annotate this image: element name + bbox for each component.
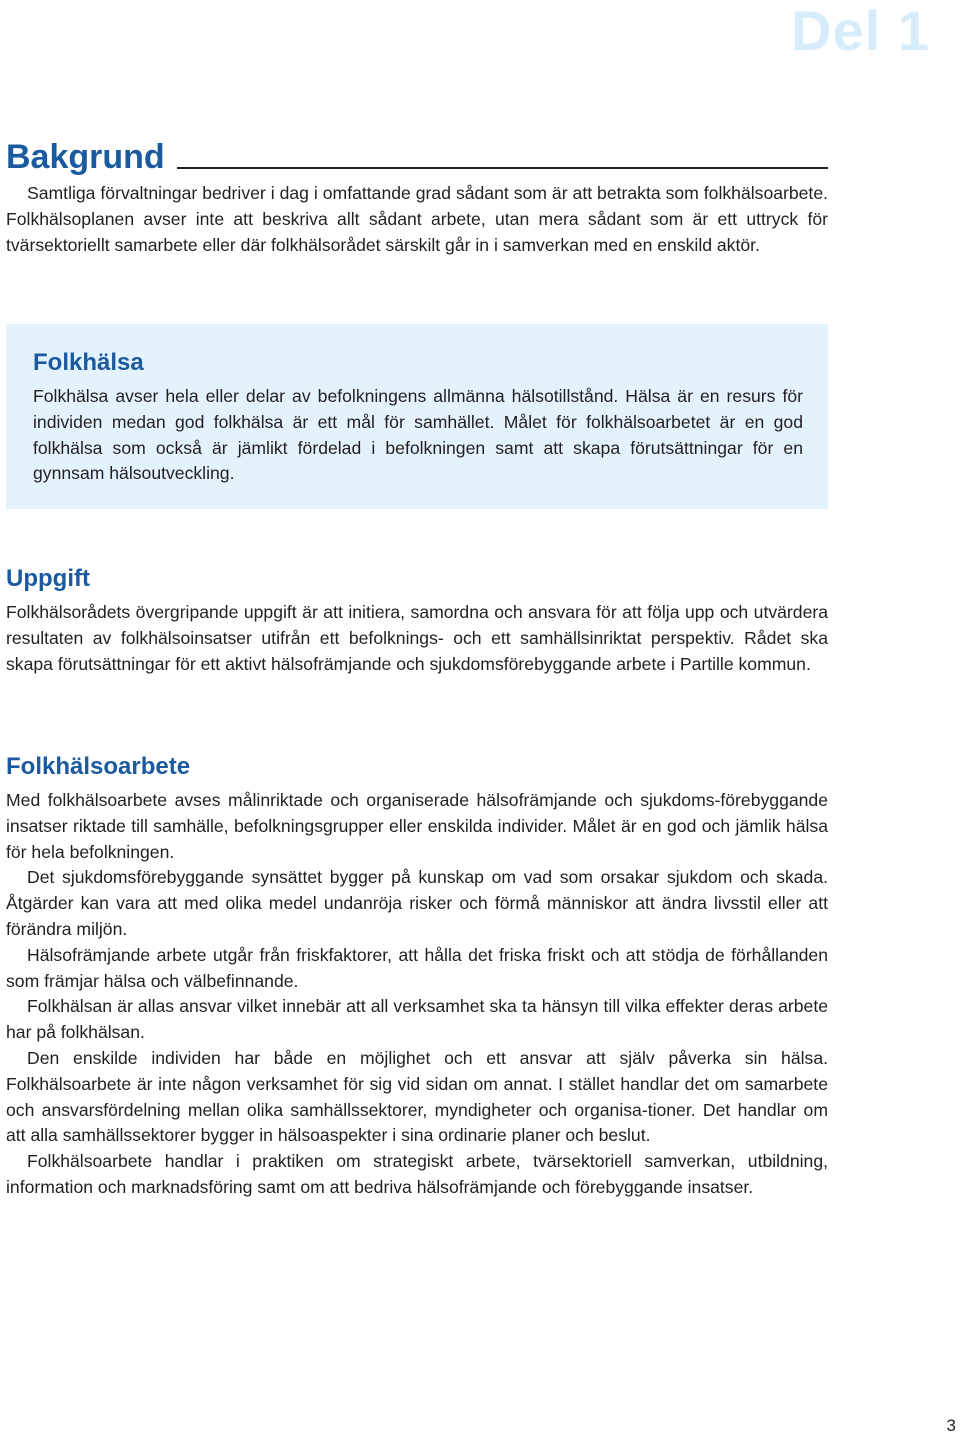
heading-bakgrund: Bakgrund [6, 138, 165, 176]
heading-uppgift: Uppgift [6, 565, 90, 592]
heading-rule [177, 167, 828, 169]
paragraph-folkhalsoarbete-4: Folkhälsan är allas ansvar vilket innebär att all verksamhet ska ta hänsyn till vilka effekter deras arbete har på folkhälsan. [6, 996, 828, 1043]
paragraph-bakgrund: Samtliga förvaltningar bedriver i dag i omfattande grad sådant som är att betrakta som folkhälsoarbete. Folkhälsoplanen avser inte att beskriva allt sådant arbete, utan mera sådant som är ett uttryck för tvärsektoriellt samarbete eller där folkhälsorådet särskilt går in i samverkan med en enskild aktör. [6, 183, 828, 255]
page-number: 3 [946, 1416, 956, 1435]
paragraph-folkhalsoarbete-2: Det sjukdomsförebyggande synsättet bygger på kunskap om vad som orsakar sjukdom och skada. Åtgärder kan vara att med olika medel undanröja risker och förmå människor att ändra livsstil eller att förändra miljön. [6, 867, 828, 939]
heading-folkhalsoarbete: Folkhälsoarbete [6, 753, 191, 780]
paragraph-folkhalsoarbete-1: Med folkhälsoarbete avses målinriktade och organiserade hälsofrämjande och sjukdoms-förebyggande insatser riktade till samhälle, befolkningsgrupper eller enskilda individer. Målet är en god och jämlik hälsa för hela befolkningen. [6, 790, 828, 862]
heading-folkhalsa: Folkhälsa [33, 349, 144, 376]
paragraph-folkhalsoarbete-3: Hälsofrämjande arbete utgår från friskfaktorer, att hålla det friska friskt och att stödja de förhållanden som främjar hälsa och välbefinnande. [6, 944, 828, 991]
section-uppgift [6, 564, 828, 677]
paragraph-folkhalsoarbete-5: Den enskilde individen har både en möjlighet och ett ansvar att själv påverka sin hälsa. Folkhälsoarbete är inte någon verksamhet för sig vid sidan om annat. I stället handlar det om samarbete och ansvarsfördelning mellan olika samhällssektorer, myndigheter och organisa-tioner. Det handlar om att alla samhällssektorer bygger in hälsoaspekter i sina ordinarie planer och beslut. [6, 1047, 828, 1146]
paragraph-folkhalsa: Folkhälsa avser hela eller delar av befolkningens allmänna hälsotillstånd. Hälsa är en resurs för individen medan god folkhälsa är ett mål för samhället. Målet för folkhälsoarbetet är en god folkhälsa som också är jämlikt fördelad i befolkningen samt att skapa förutsättningar för en gynnsam hälsoutveckling. [33, 386, 803, 484]
paragraph-folkhalsoarbete-6: Folkhälsoarbete handlar i praktiken om strategiskt arbete, tvärsektoriell samverkan, utbildning, information och marknadsföring samt om att bedriva hälsofrämjande och förebyggande insatser. [6, 1151, 828, 1197]
paragraph-uppgift: Folkhälsorådets övergripande uppgift är att initiera, samordna och ansvara för att följa upp och utvärdera resultaten av folkhälsoinsatser utifrån ett befolknings- och ett samhällsinriktat perspektiv. Rådet ska skapa förutsättningar för ett aktivt hälsofrämjande och sjukdomsförebyggande arbete i Partille kommun. [6, 602, 828, 674]
part-label: Del 1 [791, 0, 930, 62]
section-bakgrund [6, 137, 828, 258]
info-box-folkhalsa [6, 324, 828, 509]
section-folkhalsoarbete [6, 752, 828, 1201]
heading-row [6, 137, 828, 177]
